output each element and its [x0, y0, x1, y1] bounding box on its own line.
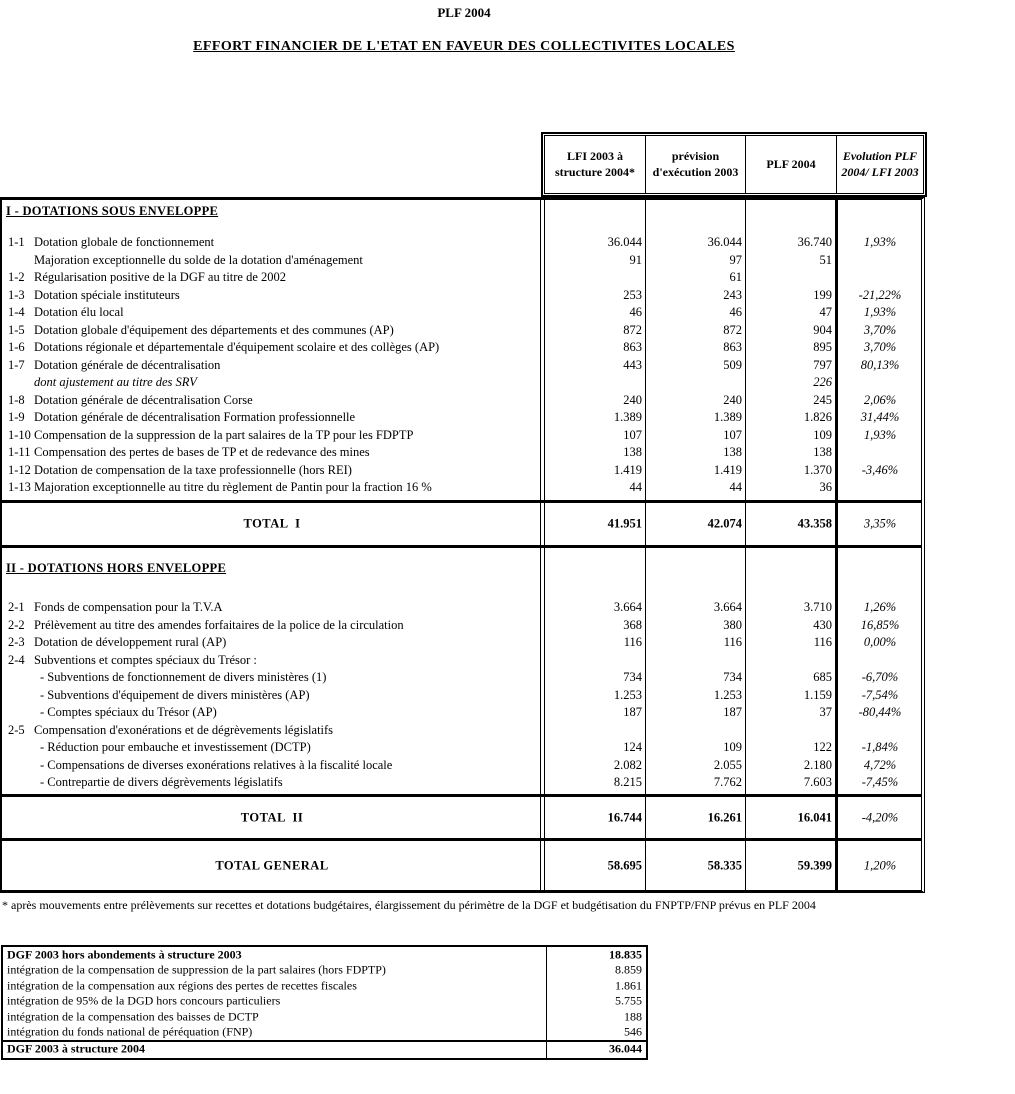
value-prevision-2003: 1.419 [713, 462, 742, 477]
value-lfi-2003: 124 [623, 740, 642, 754]
row-number: 1-1 [8, 235, 25, 249]
row-label: Compensation d'exonérations et de dégrèvements législatifs [34, 722, 334, 737]
section-2 [2, 548, 921, 794]
total-general-evolution: 1,20% [863, 858, 897, 872]
dgf-table [1, 945, 648, 1060]
value-plf-2004: 138 [813, 445, 832, 459]
value-lfi-2003: 863 [623, 340, 642, 354]
value-lfi-2003: 138 [623, 445, 642, 459]
value-evolution: 3,70% [863, 322, 897, 337]
total-2-prevision-2003: 16.261 [707, 810, 742, 824]
total-1-lfi-2003: 41.951 [607, 516, 642, 531]
value-evolution: -80,44% [858, 705, 902, 719]
value-lfi-2003: 368 [623, 617, 642, 632]
value-plf-2004: 226 [813, 375, 832, 389]
document-heading: EFFORT FINANCIER DE L'ETAT EN FAVEUR DES COLLECTIVITES LOCALES [193, 39, 735, 54]
table-row [2, 253, 921, 271]
dgf-row-label: DGF 2003 hors abondements à structure 2003 [7, 947, 242, 962]
value-evolution: -21,22% [858, 287, 902, 302]
row-label: Dotation de développement rural (AP) [34, 635, 227, 649]
row-label: Dotation globale de fonctionnement [34, 235, 215, 249]
value-evolution: 31,44% [860, 410, 900, 424]
table-row [2, 618, 921, 636]
value-evolution: 0,00% [863, 635, 897, 649]
value-prevision-2003: 61 [729, 270, 742, 284]
row-number: 1-10 [8, 427, 31, 442]
row-label: Prélèvement au titre des amendes forfaitaires de la police de la circulation [34, 617, 404, 632]
value-lfi-2003: 46 [629, 305, 642, 319]
table-row [2, 758, 921, 776]
value-plf-2004: 895 [813, 340, 832, 354]
row-number: 2-4 [8, 652, 25, 667]
table-row [2, 375, 921, 393]
table-row [2, 653, 921, 671]
value-plf-2004: 3.710 [803, 600, 832, 614]
value-prevision-2003: 36.044 [707, 235, 742, 249]
table-row [2, 688, 921, 706]
value-prevision-2003: 7.762 [713, 775, 742, 789]
dgf-row-value: 18.835 [609, 947, 642, 962]
row-number: 1-6 [8, 340, 25, 354]
value-lfi-2003: 240 [623, 392, 642, 407]
value-prevision-2003: 109 [723, 740, 742, 754]
column-header-evolution: Evolution PLF 2004/ LFI 2003 [841, 148, 919, 179]
total-2-plf-2004: 16.041 [797, 810, 832, 824]
row-label: Compensation de la suppression de la part salaires de la TP pour les FDPTP [34, 427, 414, 442]
row-label: - Contrepartie de divers dégrèvements législatifs [40, 775, 283, 789]
dgf-row [3, 1009, 646, 1025]
value-lfi-2003: 8.215 [613, 775, 642, 789]
value-evolution: 1,93% [863, 305, 897, 319]
row-label: Fonds de compensation pour la T.V.A [34, 600, 223, 614]
row-number: 1-12 [8, 462, 31, 477]
column-header-box [541, 132, 927, 197]
table-row [2, 723, 921, 741]
row-label: - Réduction pour embauche et investissement (DCTP) [40, 740, 311, 754]
row-label: Dotation générale de décentralisation Formation professionnelle [34, 410, 356, 424]
value-plf-2004: 430 [813, 617, 832, 632]
page-title: PLF 2004 [437, 5, 491, 20]
value-plf-2004: 7.603 [803, 775, 832, 789]
table-row [2, 775, 921, 793]
dgf-row-label: intégration de la compensation des baisses de DCTP [7, 1009, 259, 1024]
column-header-lfi-2003: LFI 2003 à structure 2004* [545, 136, 646, 193]
value-evolution: -7,45% [861, 775, 899, 789]
table-row [2, 445, 921, 463]
value-plf-2004: 685 [813, 670, 832, 684]
value-lfi-2003: 2.082 [613, 757, 642, 772]
value-evolution: 2,06% [863, 392, 897, 407]
table-row [2, 480, 921, 498]
row-number: 1-3 [8, 287, 25, 302]
row-label: - Subventions de fonctionnement de divers ministères (1) [40, 670, 327, 684]
section-1-rows [2, 235, 921, 498]
dgf-row [3, 1040, 646, 1056]
value-plf-2004: 245 [813, 392, 832, 407]
table-row [2, 340, 921, 358]
row-number: 2-3 [8, 635, 25, 649]
table-row [2, 600, 921, 618]
dgf-row-value: 36.044 [609, 1041, 642, 1056]
value-prevision-2003: 46 [729, 305, 742, 319]
dgf-row [3, 978, 646, 994]
table-row [2, 463, 921, 481]
value-prevision-2003: 138 [723, 445, 742, 459]
dgf-row-label: intégration de la compensation de suppression de la part salaires (hors FDPTP) [7, 962, 386, 977]
row-label: dont ajustement au titre des SRV [34, 375, 197, 389]
value-plf-2004: 2.180 [803, 757, 832, 772]
row-label: Subventions et comptes spéciaux du Trésor : [34, 652, 257, 667]
row-label: Dotation globale d'équipement des départements et des communes (AP) [34, 322, 394, 337]
column-header-plf-2004: PLF 2004 [746, 136, 837, 193]
value-plf-2004: 116 [813, 635, 832, 649]
dgf-row-value: 188 [624, 1009, 642, 1024]
value-lfi-2003: 734 [623, 670, 642, 684]
table-row [2, 393, 921, 411]
row-number: 1-13 [8, 480, 31, 494]
value-plf-2004: 37 [819, 705, 832, 719]
section-1 [2, 200, 921, 500]
value-prevision-2003: 240 [723, 392, 742, 407]
row-number: 1-8 [8, 392, 25, 407]
dgf-row [3, 994, 646, 1010]
value-prevision-2003: 44 [729, 480, 742, 494]
row-number: 1-7 [8, 357, 25, 372]
value-plf-2004: 36 [819, 480, 832, 494]
value-lfi-2003: 107 [623, 427, 642, 442]
section-2-title: II - DOTATIONS HORS ENVELOPPE [6, 561, 227, 575]
value-plf-2004: 199 [813, 287, 832, 302]
value-evolution: 16,85% [860, 617, 900, 632]
value-prevision-2003: 2.055 [713, 757, 742, 772]
value-prevision-2003: 1.389 [713, 410, 742, 424]
total-1-plf-2004: 43.358 [797, 516, 832, 531]
row-label: Dotations régionale et départementale d'équipement scolaire et des collèges (AP) [34, 340, 440, 354]
total-general-plf-2004: 59.399 [797, 858, 832, 872]
row-label: Dotation générale de décentralisation [34, 357, 221, 372]
table-row [2, 305, 921, 323]
total-1-label: TOTAL I [243, 516, 301, 531]
value-lfi-2003: 116 [623, 635, 642, 649]
value-prevision-2003: 107 [723, 427, 742, 442]
value-prevision-2003: 734 [723, 670, 742, 684]
dgf-row-value: 546 [624, 1024, 642, 1039]
value-lfi-2003: 1.389 [613, 410, 642, 424]
total-general-row [2, 841, 921, 890]
table-row [2, 740, 921, 758]
value-prevision-2003: 1.253 [713, 687, 742, 702]
value-evolution: 3,70% [863, 340, 897, 354]
row-number: 1-2 [8, 270, 25, 284]
value-plf-2004: 47 [819, 305, 832, 319]
value-evolution: 80,13% [860, 357, 900, 372]
main-table [0, 197, 925, 893]
value-lfi-2003: 1.419 [613, 462, 642, 477]
value-prevision-2003: 872 [723, 322, 742, 337]
table-row [2, 323, 921, 341]
table-row [2, 410, 921, 428]
footnote: * après mouvements entre prélèvements sur recettes et dotations budgétaires, élargissement du périmètre de la DGF et budgétisation du FNPTP/FNP prévus en PLF 2004 [2, 898, 816, 912]
value-lfi-2003: 872 [623, 322, 642, 337]
table-row [2, 705, 921, 723]
row-label: - Subventions d'équipement de divers ministères (AP) [40, 687, 310, 702]
column-header-prevision-2003: prévision d'exécution 2003 [646, 136, 746, 193]
dgf-row-value: 8.859 [615, 962, 642, 977]
table-row [2, 270, 921, 288]
value-lfi-2003: 253 [623, 287, 642, 302]
row-label: Compensation des pertes de bases de TP et de redevance des mines [34, 445, 370, 459]
value-lfi-2003: 91 [629, 252, 642, 267]
row-label: Dotation générale de décentralisation Corse [34, 392, 253, 407]
value-lfi-2003: 44 [629, 480, 642, 494]
value-prevision-2003: 97 [729, 252, 742, 267]
value-plf-2004: 1.370 [803, 462, 832, 477]
value-plf-2004: 1.159 [803, 687, 832, 702]
value-plf-2004: 797 [813, 357, 832, 372]
row-label: Dotation spéciale instituteurs [34, 287, 180, 302]
value-evolution: -1,84% [861, 740, 899, 754]
row-number: 1-5 [8, 322, 25, 337]
total-1-prevision-2003: 42.074 [707, 516, 742, 531]
dgf-row-label: intégration du fonds national de péréquation (FNP) [7, 1024, 253, 1039]
value-prevision-2003: 509 [723, 357, 742, 372]
table-row [2, 235, 921, 253]
dgf-rows [3, 947, 646, 1058]
dgf-row-value: 5.755 [615, 993, 642, 1008]
value-evolution: -3,46% [861, 462, 899, 477]
value-evolution: 4,72% [863, 757, 897, 772]
value-evolution: -7,54% [861, 687, 899, 702]
value-prevision-2003: 380 [723, 617, 742, 632]
row-label: Majoration exceptionnelle au titre du règlement de Pantin pour la fraction 16 % [34, 480, 432, 494]
dgf-row [3, 947, 646, 963]
total-2-evolution: -4,20% [861, 810, 899, 824]
total-1-evolution: 3,35% [863, 516, 897, 531]
row-number: 1-11 [8, 445, 31, 459]
dgf-row [3, 963, 646, 979]
total-general-label: TOTAL GENERAL [215, 858, 329, 872]
value-evolution: 1,93% [863, 235, 897, 249]
row-number: 1-9 [8, 410, 25, 424]
table-row [2, 428, 921, 446]
row-label: Dotation élu local [34, 305, 124, 319]
column-header-row [544, 135, 924, 194]
table-row [2, 635, 921, 653]
value-plf-2004: 1.826 [803, 410, 832, 424]
row-number: 1-4 [8, 305, 25, 319]
value-evolution: 1,93% [863, 427, 897, 442]
total-2-label: TOTAL II [240, 810, 304, 824]
dgf-row-label: intégration de la compensation aux régions des pertes de recettes fiscales [7, 978, 357, 993]
value-prevision-2003: 116 [723, 635, 742, 649]
total-2-row [2, 794, 921, 841]
value-lfi-2003: 187 [623, 705, 642, 719]
value-lfi-2003: 1.253 [613, 687, 642, 702]
value-evolution: -6,70% [861, 670, 899, 684]
table-row [2, 670, 921, 688]
section-1-title: I - DOTATIONS SOUS ENVELOPPE [6, 204, 219, 218]
section-2-rows [2, 600, 921, 793]
value-lfi-2003: 36.044 [607, 235, 642, 249]
total-1-row [2, 500, 921, 548]
value-plf-2004: 36.740 [797, 235, 832, 249]
row-label: Majoration exceptionnelle du solde de la dotation d'aménagement [34, 252, 363, 267]
value-plf-2004: 51 [819, 252, 832, 267]
row-label: - Comptes spéciaux du Trésor (AP) [40, 705, 217, 719]
row-number: 2-5 [8, 722, 25, 737]
row-label: - Compensations de diverses exonérations relatives à la fiscalité locale [40, 757, 393, 772]
dgf-row-value: 1.861 [615, 978, 642, 993]
value-plf-2004: 122 [813, 740, 832, 754]
total-general-prevision-2003: 58.335 [707, 858, 742, 872]
table-row [2, 358, 921, 376]
value-lfi-2003: 443 [623, 357, 642, 372]
value-prevision-2003: 243 [723, 287, 742, 302]
value-plf-2004: 109 [813, 427, 832, 442]
value-prevision-2003: 187 [723, 705, 742, 719]
total-general-lfi-2003: 58.695 [607, 858, 642, 872]
table-row [2, 288, 921, 306]
dgf-row-label: DGF 2003 à structure 2004 [7, 1041, 145, 1056]
row-number: 2-2 [8, 617, 25, 632]
dgf-row-label: intégration de 95% de la DGD hors concours particuliers [7, 993, 281, 1008]
total-2-lfi-2003: 16.744 [607, 810, 642, 824]
row-number: 2-1 [8, 600, 25, 614]
dgf-row [3, 1025, 646, 1041]
value-prevision-2003: 863 [723, 340, 742, 354]
value-evolution: 1,26% [863, 600, 897, 614]
value-plf-2004: 904 [813, 322, 832, 337]
value-prevision-2003: 3.664 [713, 600, 742, 614]
row-label: Régularisation positive de la DGF au titre de 2002 [34, 270, 287, 284]
value-lfi-2003: 3.664 [613, 600, 642, 614]
row-label: Dotation de compensation de la taxe professionnelle (hors REI) [34, 462, 352, 477]
